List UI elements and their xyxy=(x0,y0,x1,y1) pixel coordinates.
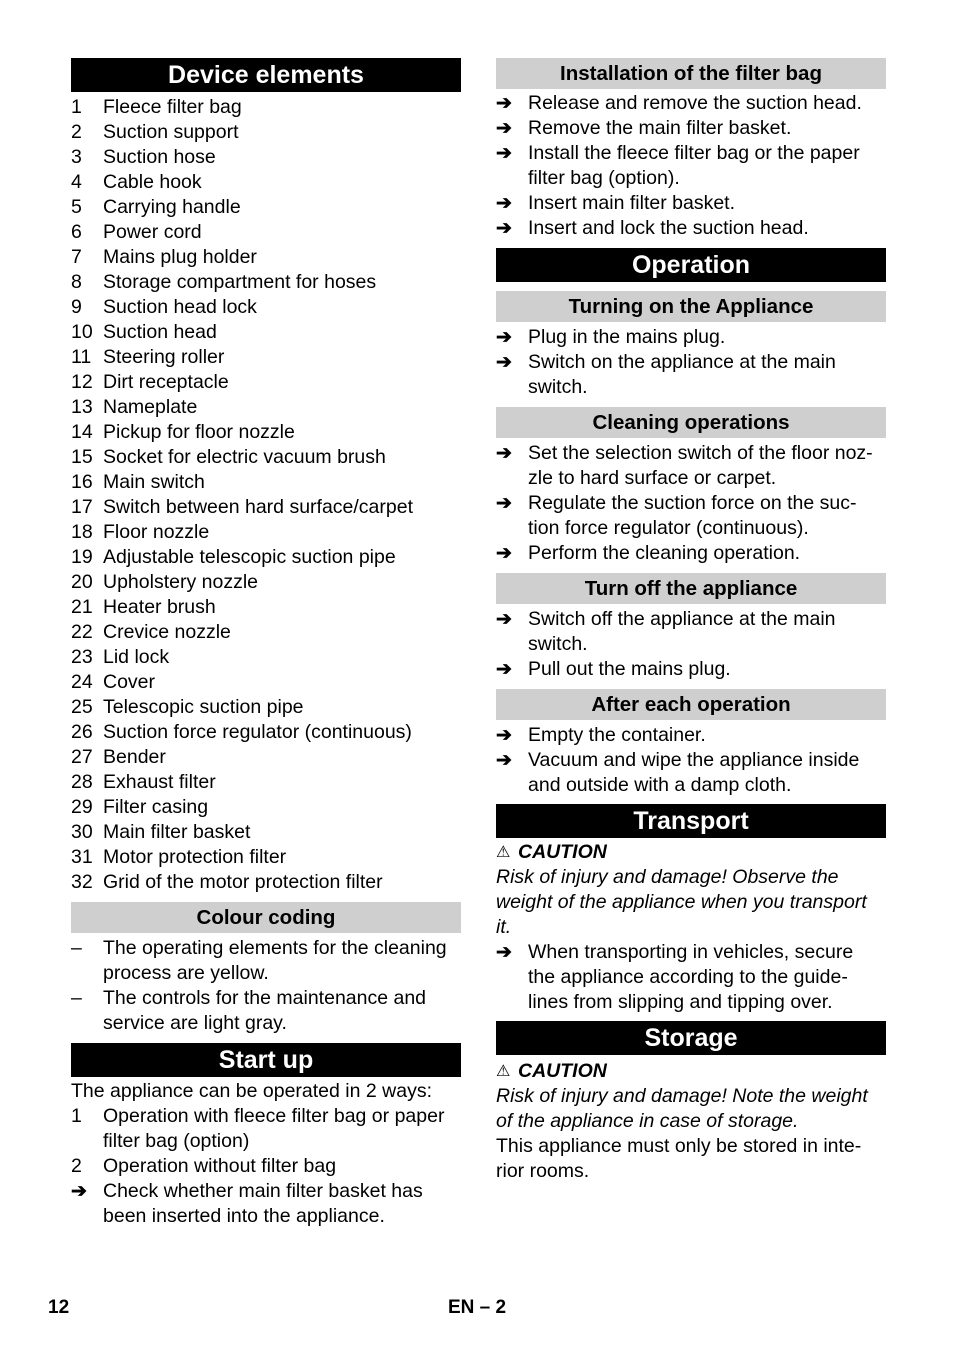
list-item xyxy=(71,545,461,570)
bullet-text: Regulate the suction force on the suc- xyxy=(528,492,857,514)
item-label: Lid lock xyxy=(103,646,170,668)
list-item xyxy=(71,145,461,170)
bullet-line xyxy=(496,607,886,632)
bullet-line xyxy=(496,723,886,748)
arrow-right-icon: ➔ xyxy=(496,725,512,746)
bullet-text: filter bag (option). xyxy=(528,167,680,189)
bullet-line xyxy=(71,1204,461,1229)
list-item xyxy=(71,245,461,270)
bullet-line xyxy=(496,491,886,516)
bullet-line xyxy=(496,516,886,541)
bullet-line xyxy=(496,141,886,166)
item-number: 29 xyxy=(71,796,93,818)
list-item xyxy=(71,345,461,370)
item-label: Fleece filter bag xyxy=(103,96,242,118)
start-up-intro: The appliance can be operated in 2 ways: xyxy=(71,1080,432,1102)
item-number: 3 xyxy=(71,146,82,168)
arrow-right-icon: ➔ xyxy=(496,443,512,464)
turn-off-steps xyxy=(496,607,886,682)
bullet-line xyxy=(496,116,886,141)
bullet-line xyxy=(71,1179,461,1204)
item-label: Mains plug holder xyxy=(103,246,257,268)
heading-start-up: Start up xyxy=(71,1043,461,1077)
item-number: 25 xyxy=(71,696,93,718)
bullet-text: process are yellow. xyxy=(103,962,269,984)
list-item xyxy=(71,470,461,495)
bullet-text: filter bag (option) xyxy=(103,1130,250,1152)
paragraph-line: This appliance must only be stored in inte- xyxy=(496,1135,862,1157)
item-number: 14 xyxy=(71,421,93,443)
item-label: Carrying handle xyxy=(103,196,241,218)
bullet-line xyxy=(496,91,886,116)
item-number: 6 xyxy=(71,221,82,243)
heading-turn-off: Turn off the appliance xyxy=(496,573,886,604)
item-number: 4 xyxy=(71,171,82,193)
arrow-right-icon: ➔ xyxy=(496,118,512,139)
bullet-text: Operation without filter bag xyxy=(103,1155,337,1177)
item-label: Socket for electric vacuum brush xyxy=(103,446,386,468)
list-item xyxy=(71,95,461,120)
arrow-right-icon: ➔ xyxy=(496,143,512,164)
list-item xyxy=(71,820,461,845)
arrow-right-icon: ➔ xyxy=(496,750,512,771)
item-label: Steering roller xyxy=(103,346,225,368)
list-item xyxy=(71,120,461,145)
bullet-line xyxy=(496,350,886,375)
paragraph-line: weight of the appliance when you transport xyxy=(496,891,867,913)
item-number: 9 xyxy=(71,296,82,318)
item-number: 27 xyxy=(71,746,93,768)
list-item xyxy=(71,595,461,620)
list-item xyxy=(71,395,461,420)
bullet-text: Switch off the appliance at the main xyxy=(528,608,836,630)
storage-text xyxy=(496,1134,886,1184)
list-item xyxy=(71,320,461,345)
paragraph-line: Risk of injury and damage! Observe the xyxy=(496,866,839,888)
bullet-text: the appliance according to the guide- xyxy=(528,966,848,988)
bullet-line xyxy=(496,657,886,682)
item-label: Crevice nozzle xyxy=(103,621,231,643)
list-item xyxy=(71,420,461,445)
heading-installation: Installation of the filter bag xyxy=(496,58,886,89)
list-item xyxy=(71,770,461,795)
bullet-text: Pull out the mains plug. xyxy=(528,658,731,680)
page-number: 12 xyxy=(48,1297,70,1318)
footer-section: EN – 2 xyxy=(448,1297,507,1318)
item-label: Motor protection filter xyxy=(103,846,287,868)
item-number: 23 xyxy=(71,646,93,668)
item-label: Suction head lock xyxy=(103,296,257,318)
cleaning-steps xyxy=(496,441,886,566)
bullet-line xyxy=(496,325,886,350)
storage-caution-label: CAUTION xyxy=(518,1060,607,1082)
bullet-text: Operation with fleece filter bag or paper xyxy=(103,1105,445,1127)
item-number: 20 xyxy=(71,571,93,593)
item-number: 5 xyxy=(71,196,82,218)
item-label: Suction hose xyxy=(103,146,216,168)
bullet-line xyxy=(496,166,886,191)
list-item xyxy=(71,370,461,395)
list-item xyxy=(71,695,461,720)
item-number: 18 xyxy=(71,521,93,543)
bullet-line xyxy=(496,191,886,216)
item-number: 2 xyxy=(71,121,82,143)
paragraph-line: rior rooms. xyxy=(496,1160,590,1182)
list-item xyxy=(71,270,461,295)
bullet-text: Release and remove the suction head. xyxy=(528,92,862,114)
list-item xyxy=(71,520,461,545)
list-item xyxy=(71,620,461,645)
bullet-text: switch. xyxy=(528,633,588,655)
item-number: 12 xyxy=(71,371,93,393)
transport-step xyxy=(496,940,886,1015)
list-item xyxy=(71,445,461,470)
item-number: 32 xyxy=(71,871,93,893)
paragraph-line: it. xyxy=(496,916,512,938)
bullet-text: Empty the container. xyxy=(528,724,706,746)
item-label: Storage compartment for hoses xyxy=(103,271,377,293)
bullet-text: Install the fleece filter bag or the paper xyxy=(528,142,860,164)
start-up-step xyxy=(71,1179,461,1229)
bullet-text: Perform the cleaning operation. xyxy=(528,542,801,564)
list-item xyxy=(71,870,461,895)
bullet-text: When transporting in vehicles, secure xyxy=(528,941,854,963)
item-label: Filter casing xyxy=(103,796,209,818)
item-number: 30 xyxy=(71,821,93,843)
bullet-line xyxy=(71,1011,461,1036)
arrow-right-icon: ➔ xyxy=(71,1181,87,1202)
colour-coding-list xyxy=(71,936,461,1036)
arrow-right-icon: ➔ xyxy=(496,543,512,564)
dash-marker: – xyxy=(71,937,82,959)
bullet-line xyxy=(496,773,886,798)
item-label: Bender xyxy=(103,746,166,768)
bullet-text: Vacuum and wipe the appliance inside xyxy=(528,749,860,771)
item-label: Adjustable telescopic suction pipe xyxy=(103,546,396,568)
item-number: 2 xyxy=(71,1155,82,1177)
heading-after-operation: After each operation xyxy=(496,689,886,720)
item-number: 8 xyxy=(71,271,82,293)
list-item xyxy=(71,570,461,595)
item-number: 22 xyxy=(71,621,93,643)
arrow-right-icon: ➔ xyxy=(496,93,512,114)
item-label: Upholstery nozzle xyxy=(103,571,258,593)
item-label: Floor nozzle xyxy=(103,521,210,543)
warning-triangle-icon: ⚠ xyxy=(496,1063,511,1080)
left-column xyxy=(71,58,461,1229)
list-item xyxy=(71,720,461,745)
heading-operation: Operation xyxy=(496,248,886,282)
list-item xyxy=(71,845,461,870)
turning-on-steps xyxy=(496,325,886,400)
bullet-line xyxy=(71,961,461,986)
bullet-text: Insert and lock the suction head. xyxy=(528,217,809,239)
bullet-line xyxy=(496,940,886,965)
item-label: Suction force regulator (continuous) xyxy=(103,721,412,743)
item-label: Main switch xyxy=(103,471,205,493)
item-label: Switch between hard surface/carpet xyxy=(103,496,414,518)
item-number: 11 xyxy=(71,346,92,368)
item-label: Main filter basket xyxy=(103,821,251,843)
item-number: 17 xyxy=(71,496,93,518)
item-number: 7 xyxy=(71,246,82,268)
list-item xyxy=(71,220,461,245)
item-label: Cover xyxy=(103,671,156,693)
item-label: Nameplate xyxy=(103,396,198,418)
paragraph-line: Risk of injury and damage! Note the weight xyxy=(496,1085,868,1107)
arrow-right-icon: ➔ xyxy=(496,218,512,239)
heading-device-elements: Device elements xyxy=(71,58,461,92)
bullet-line xyxy=(496,748,886,773)
list-item xyxy=(71,295,461,320)
after-steps xyxy=(496,723,886,798)
bullet-text: The controls for the maintenance and xyxy=(103,987,427,1009)
bullet-text: Insert main filter basket. xyxy=(528,192,735,214)
bullet-line xyxy=(496,541,886,566)
bullet-text: lines from slipping and tipping over. xyxy=(528,991,833,1013)
bullet-line xyxy=(71,1104,461,1129)
bullet-text: switch. xyxy=(528,376,588,398)
installation-steps xyxy=(496,91,886,241)
item-label: Cable hook xyxy=(103,171,202,193)
bullet-text: service are light gray. xyxy=(103,1012,287,1034)
item-number: 31 xyxy=(71,846,93,868)
item-label: Suction support xyxy=(103,121,239,143)
item-label: Grid of the motor protection filter xyxy=(103,871,383,893)
storage-warning xyxy=(496,1084,886,1134)
bullet-text: Set the selection switch of the floor noz- xyxy=(528,442,873,464)
bullet-text: Switch on the appliance at the main xyxy=(528,351,836,373)
item-label: Exhaust filter xyxy=(103,771,216,793)
right-column xyxy=(496,58,886,1184)
bullet-line xyxy=(496,216,886,241)
item-label: Pickup for floor nozzle xyxy=(103,421,295,443)
heading-cleaning: Cleaning operations xyxy=(496,407,886,438)
bullet-text: Check whether main filter basket has xyxy=(103,1180,423,1202)
item-number: 10 xyxy=(71,321,93,343)
list-item xyxy=(71,495,461,520)
bullet-line xyxy=(71,1154,461,1179)
bullet-line xyxy=(496,632,886,657)
item-number: 15 xyxy=(71,446,93,468)
heading-storage: Storage xyxy=(496,1021,886,1055)
bullet-line xyxy=(496,990,886,1015)
heading-turning-on: Turning on the Appliance xyxy=(496,291,886,322)
paragraph-line: of the appliance in case of storage. xyxy=(496,1110,799,1132)
transport-caution xyxy=(496,840,886,865)
arrow-right-icon: ➔ xyxy=(496,327,512,348)
item-label: Power cord xyxy=(103,221,202,243)
bullet-line xyxy=(71,986,461,1011)
transport-caution-label: CAUTION xyxy=(518,841,607,863)
item-number: 13 xyxy=(71,396,93,418)
bullet-line xyxy=(71,936,461,961)
list-item xyxy=(71,170,461,195)
list-item xyxy=(71,795,461,820)
transport-warning xyxy=(496,865,886,940)
item-label: Heater brush xyxy=(103,596,216,618)
list-item xyxy=(71,195,461,220)
arrow-right-icon: ➔ xyxy=(496,493,512,514)
item-number: 16 xyxy=(71,471,93,493)
bullet-line xyxy=(496,965,886,990)
heading-colour-coding: Colour coding xyxy=(71,902,461,933)
arrow-right-icon: ➔ xyxy=(496,609,512,630)
arrow-right-icon: ➔ xyxy=(496,193,512,214)
dash-marker: – xyxy=(71,987,82,1009)
arrow-right-icon: ➔ xyxy=(496,942,512,963)
item-number: 26 xyxy=(71,721,93,743)
heading-transport: Transport xyxy=(496,804,886,838)
storage-caution xyxy=(496,1059,886,1084)
bullet-text: and outside with a damp cloth. xyxy=(528,774,792,796)
arrow-right-icon: ➔ xyxy=(496,352,512,373)
item-number: 28 xyxy=(71,771,93,793)
item-number: 24 xyxy=(71,671,93,693)
item-label: Telescopic suction pipe xyxy=(103,696,304,718)
bullet-line xyxy=(496,375,886,400)
bullet-text: The operating elements for the cleaning xyxy=(103,937,447,959)
warning-triangle-icon: ⚠ xyxy=(496,844,511,861)
bullet-text: tion force regulator (continuous). xyxy=(528,517,809,539)
item-number: 19 xyxy=(71,546,93,568)
bullet-text: zle to hard surface or carpet. xyxy=(528,467,777,489)
item-number: 1 xyxy=(71,96,82,118)
arrow-right-icon: ➔ xyxy=(496,659,512,680)
item-label: Dirt receptacle xyxy=(103,371,229,393)
bullet-text: Remove the main filter basket. xyxy=(528,117,792,139)
bullet-line xyxy=(496,441,886,466)
bullet-line xyxy=(71,1129,461,1154)
bullet-text: been inserted into the appliance. xyxy=(103,1205,385,1227)
item-label: Suction head xyxy=(103,321,217,343)
list-item xyxy=(71,645,461,670)
list-item xyxy=(71,745,461,770)
bullet-line xyxy=(496,466,886,491)
item-number: 21 xyxy=(71,596,93,618)
start-up-list xyxy=(71,1104,461,1179)
item-number: 1 xyxy=(71,1105,82,1127)
device-elements-list xyxy=(71,95,461,895)
list-item xyxy=(71,670,461,695)
bullet-text: Plug in the mains plug. xyxy=(528,326,726,348)
